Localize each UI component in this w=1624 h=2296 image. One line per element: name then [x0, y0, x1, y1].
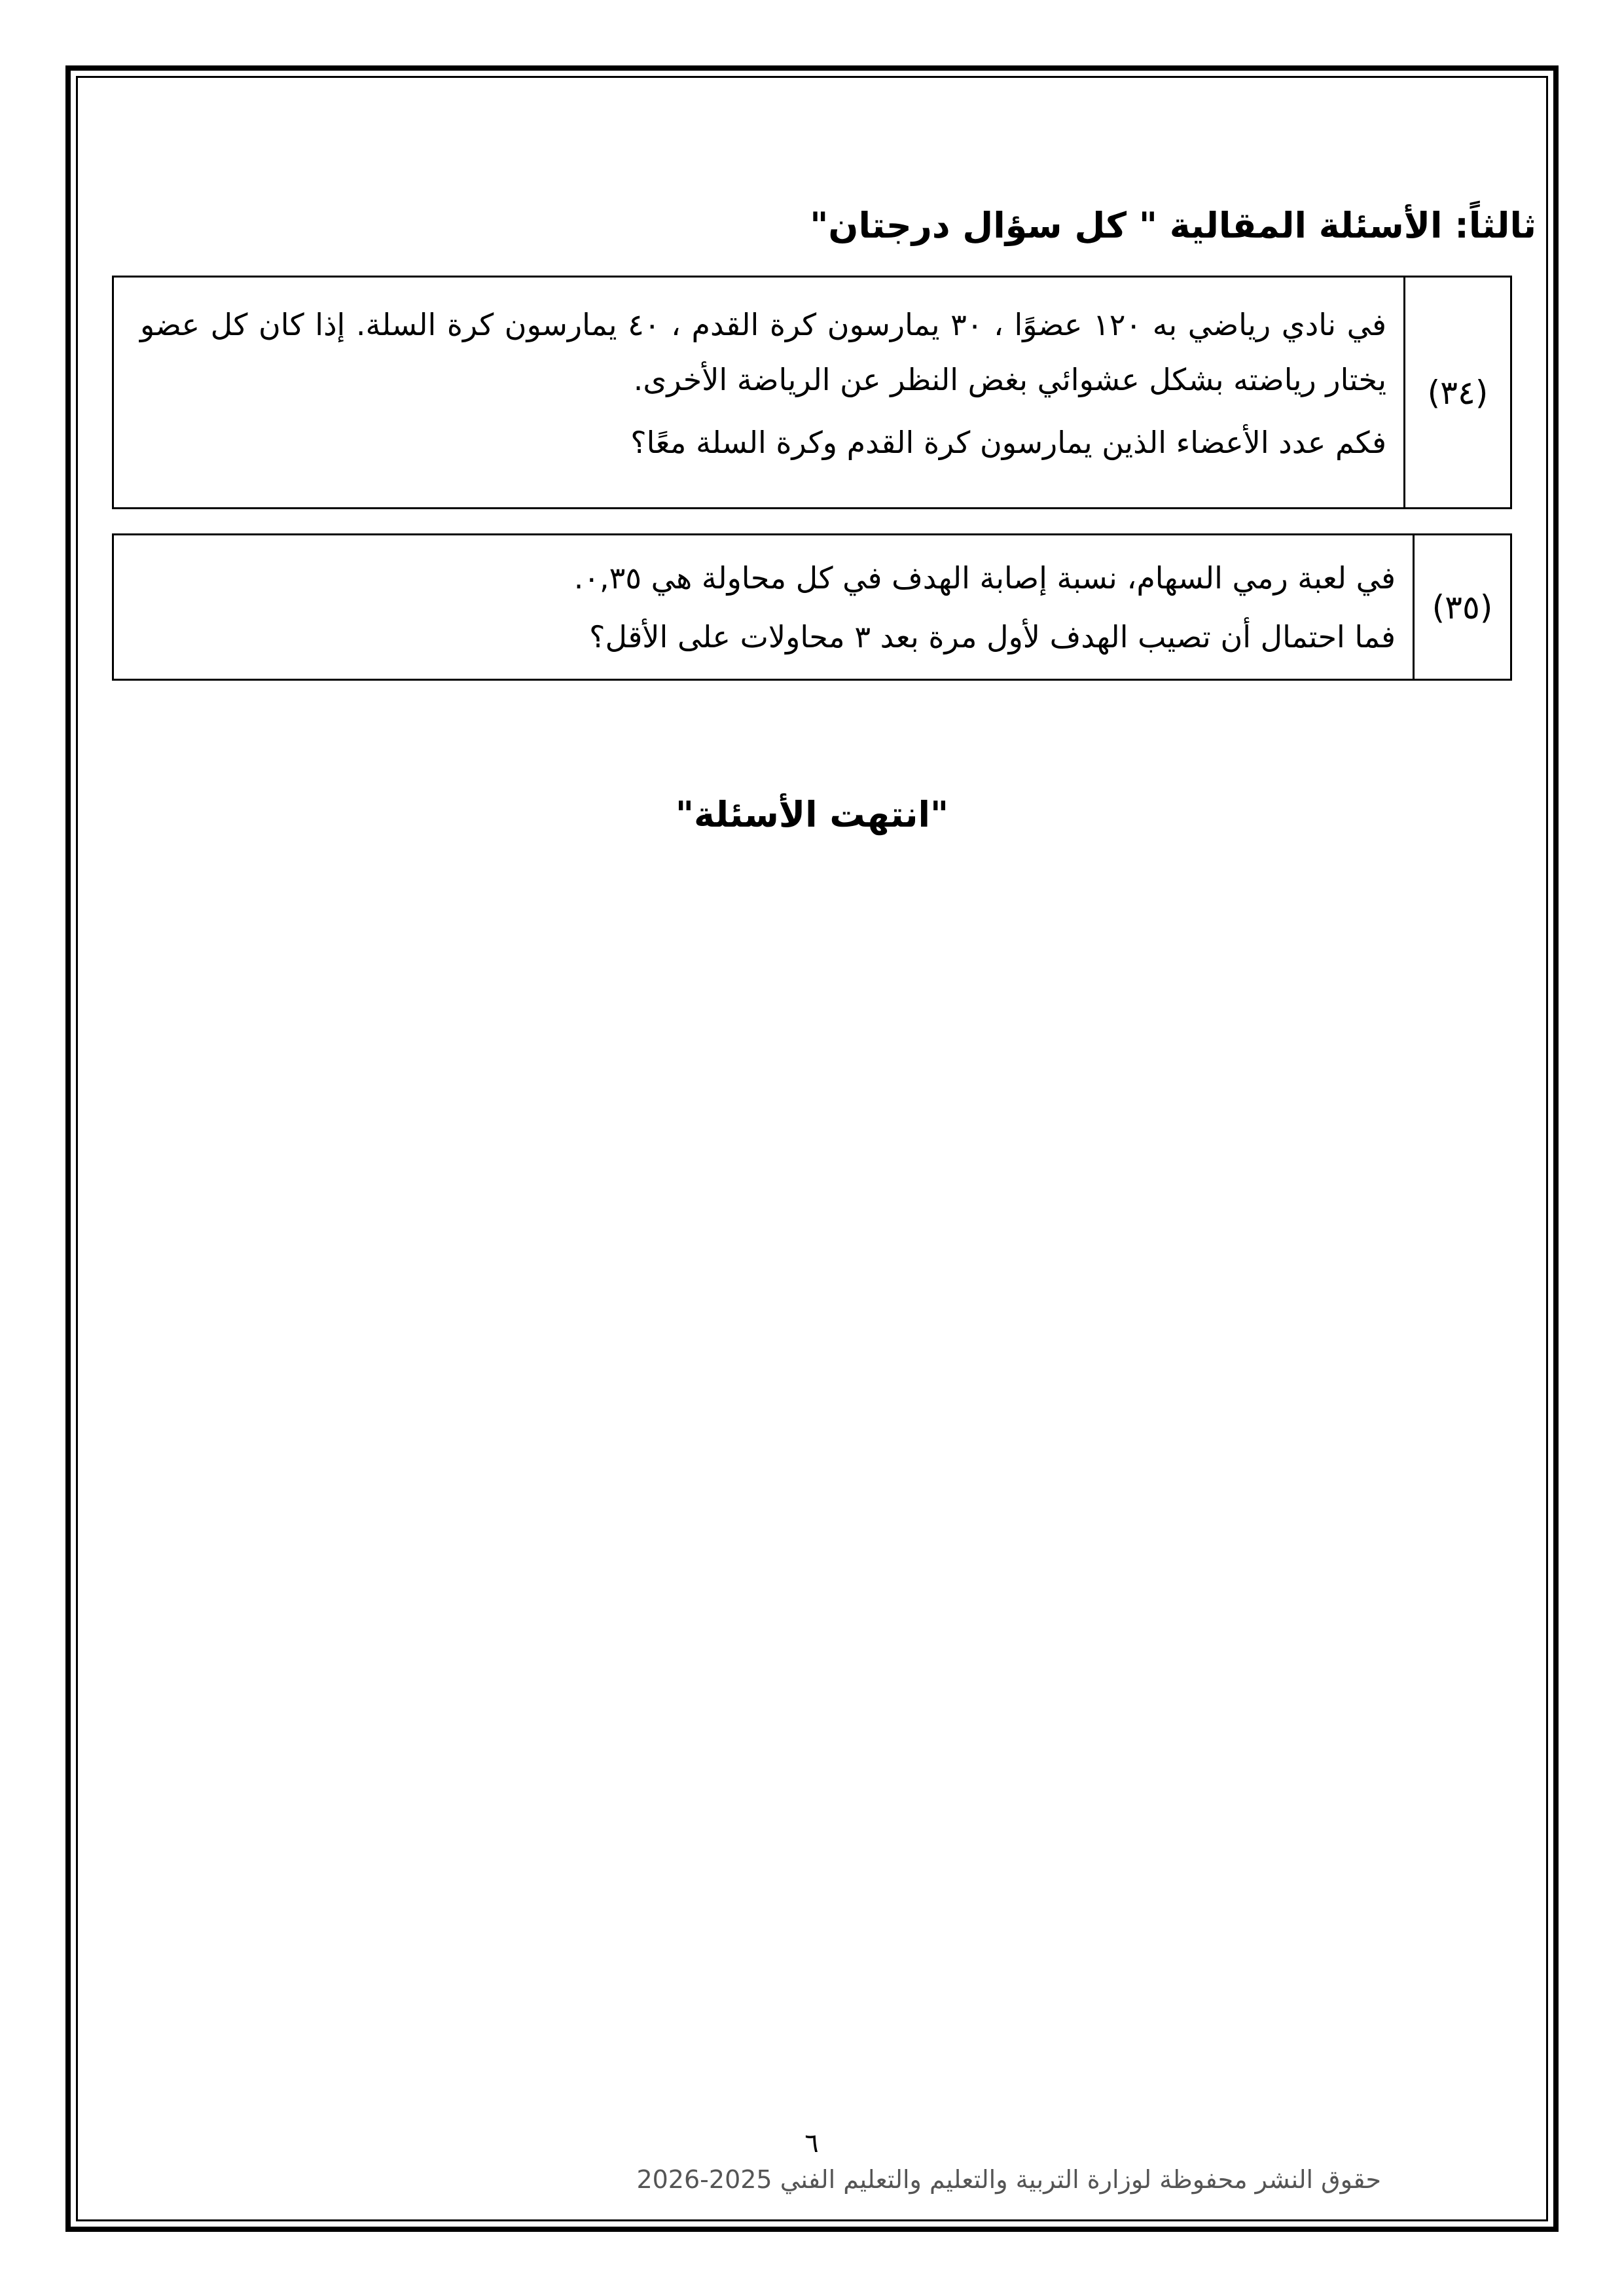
- end-of-questions-note: "انتهت الأسئلة": [675, 794, 949, 835]
- question-35-text: [114, 535, 1413, 679]
- question-34-paragraph-2: فكم عدد الأعضاء الذين يمارسون كرة القدم وكرة السلة معًا؟: [630, 425, 1386, 460]
- question-35-number: (٣٥): [1413, 535, 1510, 679]
- question-35-line-1: في لعبة رمي السهام، نسبة إصابة الهدف في كل محاولة هي ٠,٣٥.: [573, 560, 1396, 596]
- question-34-paragraph-1: في نادي رياضي به ١٢٠ عضوًا ، ٣٠ يمارسون كرة القدم ، ٤٠ يمارسون كرة السلة. إذا كان كل عضو يختار رياضته بشكل عشوائي بغض النظر عن الرياضة الأخرى.: [140, 307, 1386, 397]
- page-number: ٦: [804, 2128, 819, 2159]
- question-35-line-2: فما احتمال أن تصيب الهدف لأول مرة بعد ٣ محاولات على الأقل؟: [589, 619, 1396, 655]
- question-34-box: [112, 276, 1512, 509]
- question-35-box: [112, 533, 1512, 681]
- copyright-footer: حقوق النشر محفوظة لوزارة التربية والتعليم والتعليم الفني 2025-2026: [636, 2165, 1381, 2194]
- question-34-number: (٣٤): [1403, 278, 1510, 507]
- question-34-text: [114, 278, 1403, 507]
- section-title: ثالثاً: الأسئلة المقالية " كل سؤال درجتان": [810, 205, 1536, 246]
